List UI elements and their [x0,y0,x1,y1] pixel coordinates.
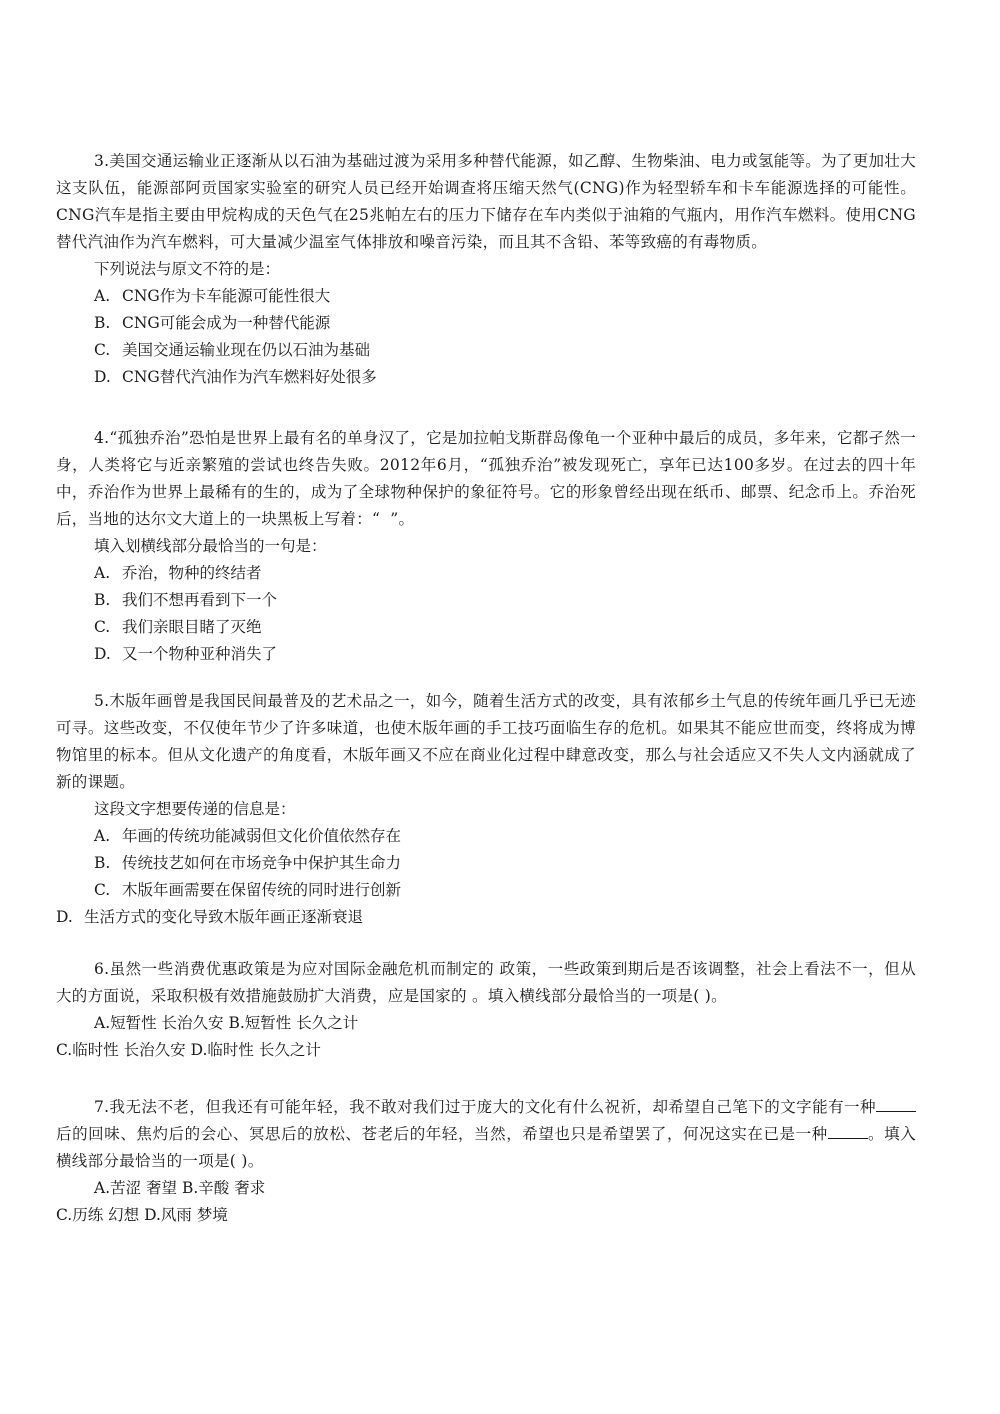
question-3-option-c: C. 美国交通运输业现在仍以石油为基础 [94,341,371,359]
question-3-option-b: B. CNG可能会成为一种替代能源 [94,314,331,332]
question-3 [56,148,916,391]
question-6-stem: 6.虽然一些消费优惠政策是为应对国际金融危机而制定的 政策，一些政策到期后是否该调整，社会上看法不一，但从大的方面说，采取积极有效措施鼓励扩大消费，应是国家的 。填入横线部分最恰当的一项是( )。 [56,960,916,1005]
question-3-prompt: 下列说法与原文不符的是： [94,260,281,278]
question-3-stem: 3.美国交通运输业正逐渐从以石油为基础过渡为采用多种替代能源，如乙醇、生物柴油、电力或氢能等。为了更加壮大这支队伍，能源部阿贡国家实验室的研究人员已经开始调查将压缩天然气(CNG)作为轻型轿车和卡车能源选择的可能性。CNG汽车是指主要由甲烷构成的天色气在25兆帕左右的压力下储存在车内类似于油箱的气瓶内，用作汽车燃料。使用CNG替代汽油作为汽车燃料，可大量减少温室气体排放和噪音污染，而且其不含铅、苯等致癌的有毒物质。 [56,152,916,251]
question-7-options-line-2: C.历练 幻想 D.风雨 梦境 [56,1206,228,1224]
question-4-option-b: B. 我们不想再看到下一个 [94,591,278,609]
question-5-stem: 5.木版年画曾是我国民间最普及的艺术品之一，如今，随着生活方式的改变，具有浓郁乡土气息的传统年画几乎已无迹可寻。这些改变，不仅使年节少了许多味道，也使木版年画的手工技巧面临生存的危机。如果其不能应世而变，终将成为博物馆里的标本。但从文化遗产的角度看，木版年画又不应在商业化过程中肆意改变，那么与社会适应又不失人文内涵就成了新的课题。 [56,692,916,791]
question-4-option-d: D. 又一个物种亚种消失了 [94,645,278,663]
question-5 [56,688,916,931]
question-4-prompt: 填入划横线部分最恰当的一句是： [94,537,327,555]
answer-blank-1 [876,1095,916,1112]
question-6 [56,956,916,1064]
question-4-option-a: A. 乔治，物种的终结者 [94,564,262,582]
question-7 [56,1094,916,1229]
question-4 [56,425,916,668]
question-5-option-a: A. 年画的传统功能减弱但文化价值依然存在 [94,827,402,845]
question-7-options-line-1: A.苦涩 奢望 B.辛酸 奢求 [94,1179,266,1197]
question-5-option-c: C. 木版年画需要在保留传统的同时进行创新 [94,881,402,899]
question-3-option-d: D. CNG替代汽油作为汽车燃料好处很多 [94,368,377,386]
question-5-prompt: 这段文字想要传递的信息是： [94,800,296,818]
question-5-option-d: D. 生活方式的变化导致木版年画正逐渐衰退 [56,908,364,926]
question-6-options-line-1: A.短暂性 长治久安 B.短暂性 长久之计 [94,1014,359,1032]
question-4-option-c: C. 我们亲眼目睹了灭绝 [94,618,262,636]
question-6-options-line-2: C.临时性 长治久安 D.临时性 长久之计 [56,1041,321,1059]
answer-blank-2 [828,1122,868,1139]
question-3-option-a: A. CNG作为卡车能源可能性很大 [94,287,331,305]
question-7-stem: 7.我无法不老，但我还有可能年轻，我不敢对我们过于庞大的文化有什么祝祈，却希望自己笔下的文字能有一种后的回味、焦灼后的会心、冥思后的放松、苍老后的年轻，当然，希望也只是希望罢了，何况这实在已是一种 。填入横线部分最恰当的一项是( )。 [56,1094,916,1175]
question-5-option-b: B. 传统技艺如何在市场竞争中保护其生命力 [94,854,402,872]
question-4-stem: 4.“孤独乔治”恐怕是世界上最有名的单身汉了，它是加拉帕戈斯群岛像龟一个亚种中最后的成员，多年来，它都孑然一身，人类将它与近亲繁殖的尝试也终告失败。2012年6月，“孤独乔治”被发现死亡，享年已达100多岁。在过去的四十年中，乔治作为世界上最稀有的生的，成为了全球物种保护的象征符号。它的形象曾经出现在纸币、邮票、纪念币上。乔治死后，当地的达尔文大道上的一块黑板上写着：“ ”。 [56,429,916,528]
